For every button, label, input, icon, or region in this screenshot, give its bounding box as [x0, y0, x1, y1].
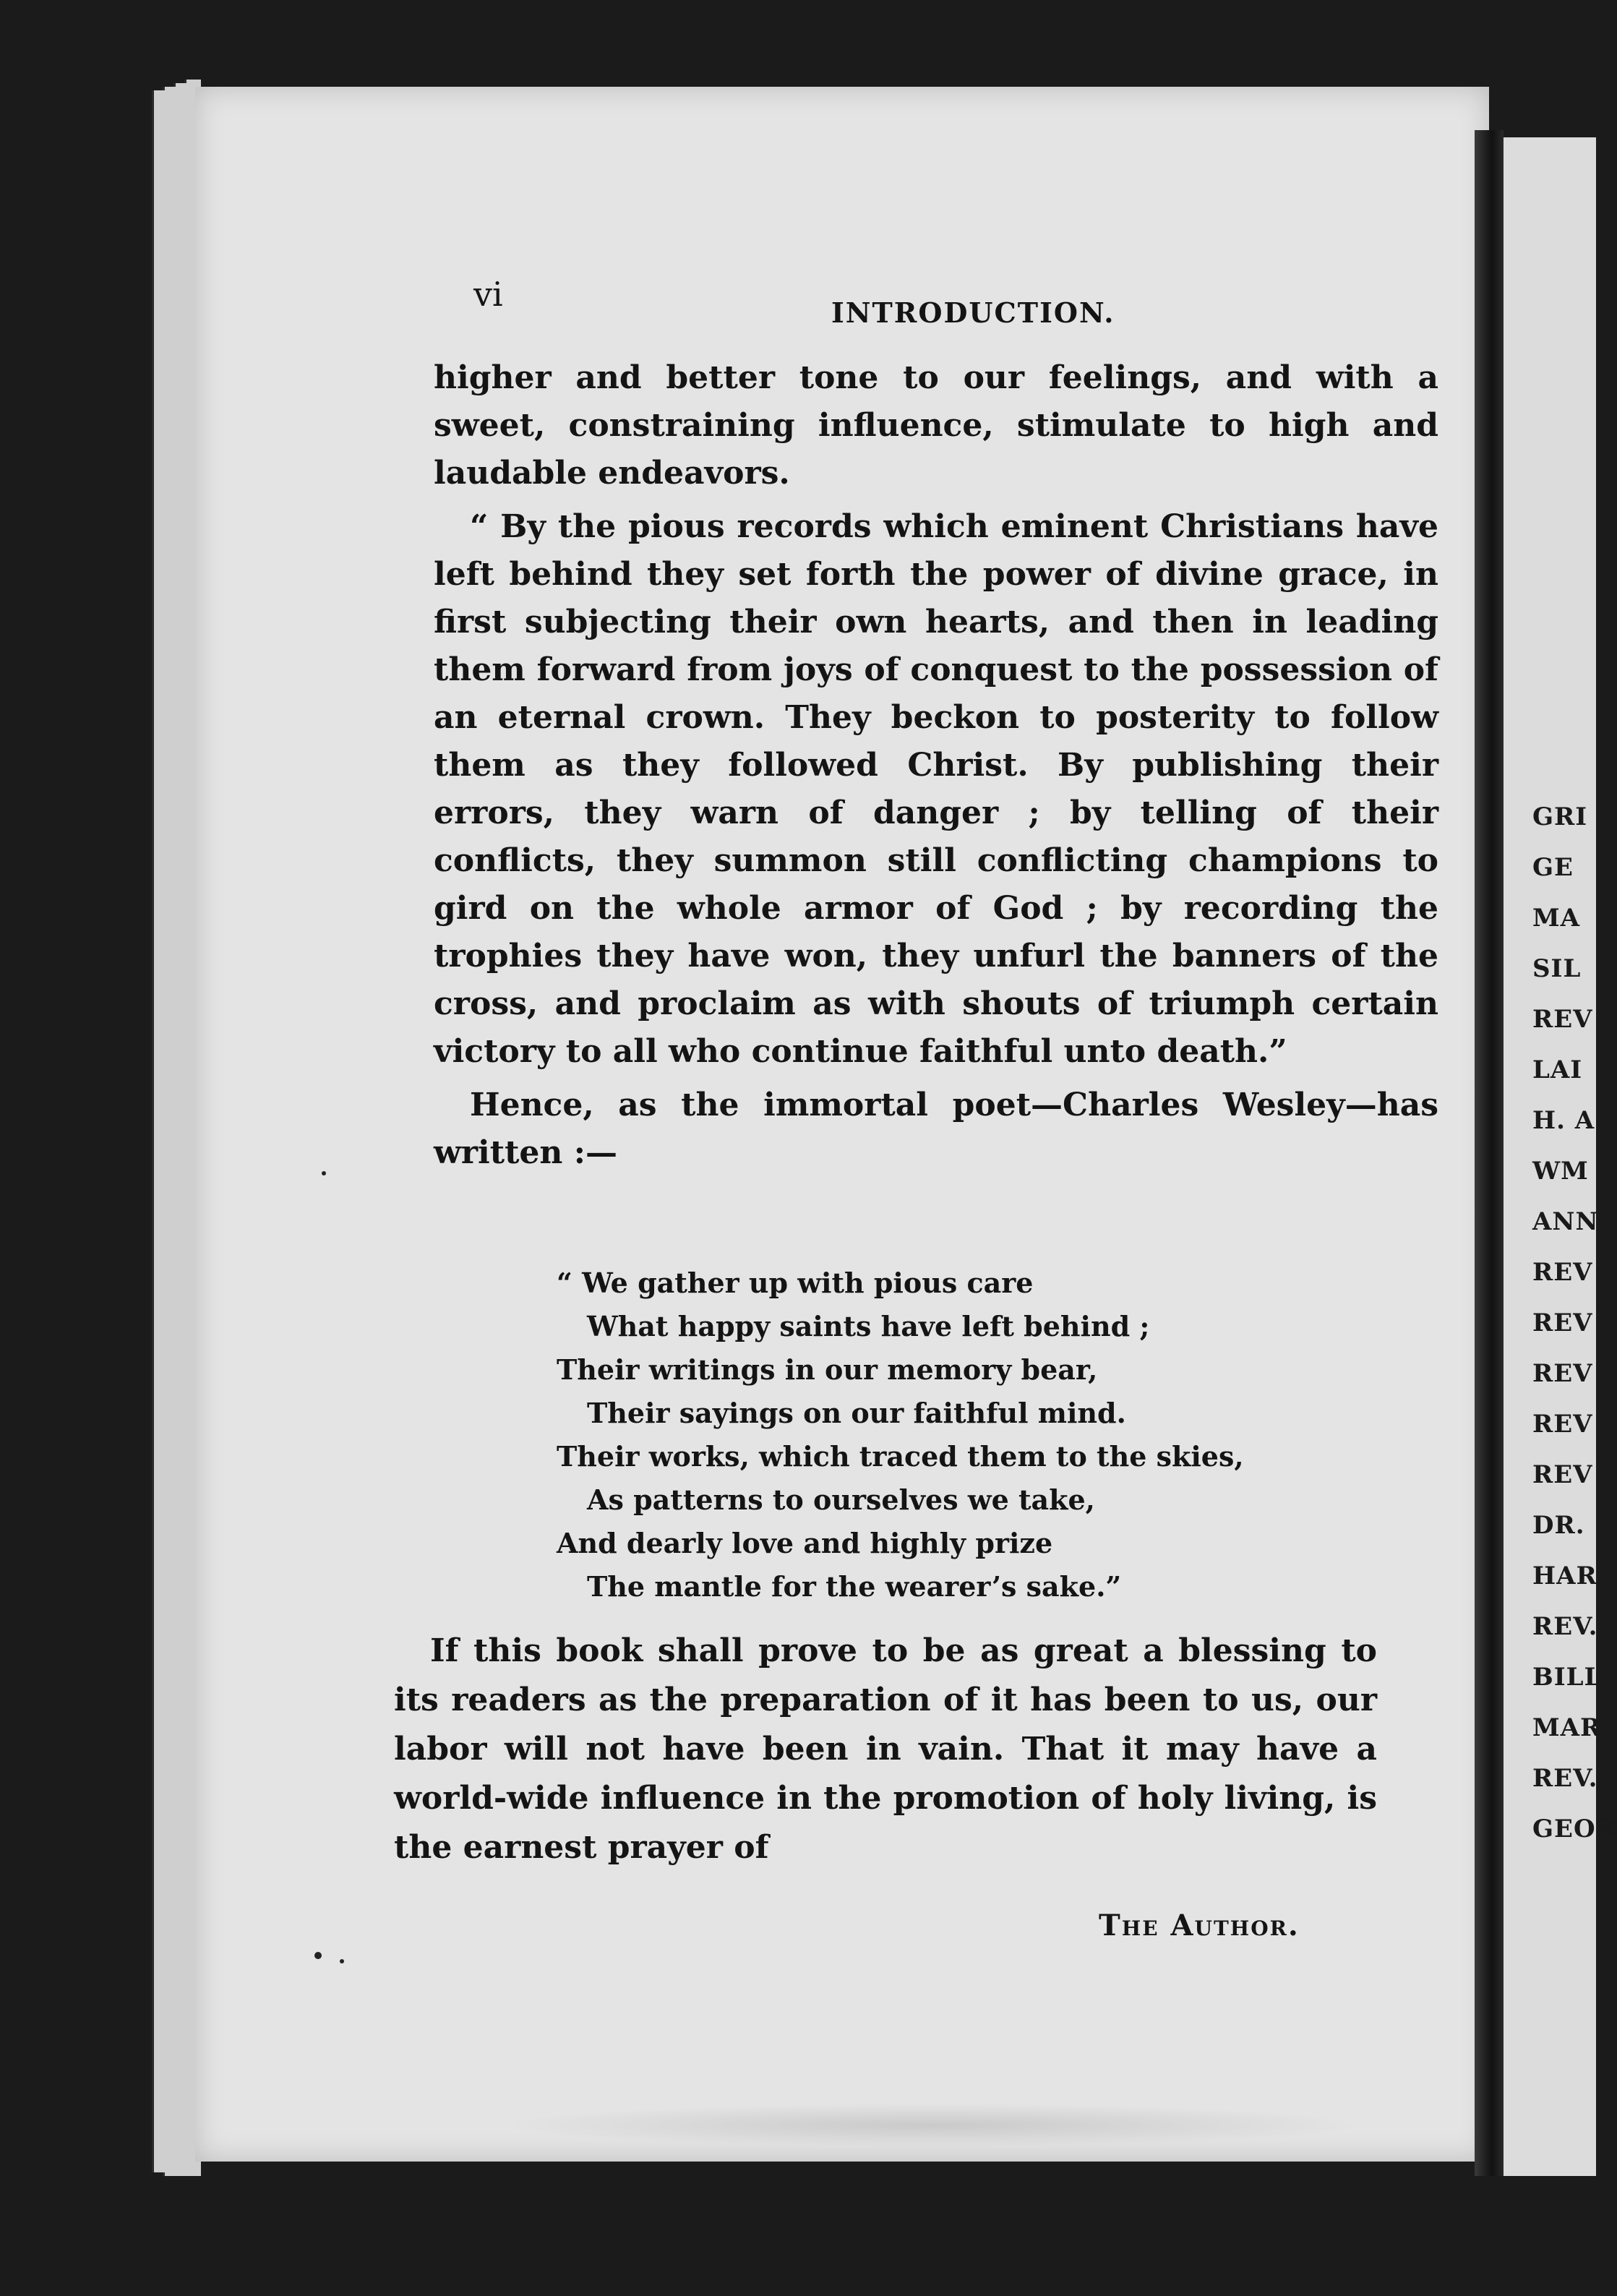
facing-page-fragment: MA: [1532, 904, 1581, 933]
facing-page-fragment: REV: [1532, 1460, 1593, 1489]
facing-page-fragment: REV.: [1532, 1764, 1598, 1793]
ink-smudge: [499, 2104, 1366, 2147]
facing-page-fragment: WM: [1532, 1157, 1589, 1186]
dust-speck: [322, 1171, 326, 1175]
book-spine: [1475, 130, 1504, 2176]
verse-line: What happy saints have left behind ;: [587, 1310, 1150, 1342]
facing-page-fragment: REV: [1532, 1258, 1593, 1287]
facing-page-fragment: MAR: [1532, 1713, 1602, 1742]
verse-line: As patterns to ourselves we take,: [587, 1483, 1095, 1516]
facing-page-fragment: REV: [1532, 1005, 1593, 1034]
page-number: vi: [473, 275, 503, 314]
facing-page-fragment: SIL: [1532, 954, 1582, 983]
verse-line: Their writings in our memory bear,: [557, 1353, 1098, 1386]
verse-line: Their works, which traced them to the skies,: [557, 1440, 1244, 1473]
verse-line: “ We gather up with pious care: [557, 1267, 1034, 1299]
facing-page-fragment: GE: [1532, 853, 1574, 882]
dust-speck: [314, 1952, 322, 1959]
dust-speck: [340, 1959, 344, 1963]
verse-line: The mantle for the wearer’s sake.”: [587, 1570, 1122, 1603]
facing-page-fragment: REV.: [1532, 1612, 1598, 1641]
facing-page-fragment: GRI: [1532, 802, 1588, 831]
signature: The Author.: [1099, 1909, 1300, 1942]
facing-page-fragment: REV: [1532, 1359, 1593, 1388]
facing-page-fragment: LAI: [1532, 1055, 1583, 1084]
running-head: INTRODUCTION.: [831, 296, 1115, 329]
facing-page-fragment: ANN: [1532, 1207, 1599, 1236]
facing-page-fragment: GEOR: [1532, 1815, 1617, 1843]
facing-page-fragment: HAR: [1532, 1562, 1597, 1590]
verse-line: And dearly love and highly prize: [557, 1527, 1053, 1559]
paragraph-2: “ By the pious records which eminent Christians have left behind they set forth the power of divine grace, in first subjecting their own hearts, and then in leading them forward from joys of conquest to the possession of an eternal crown. They beckon to posterity to follow them as they followed Christ. By publishing their errors, they warn of danger ; by telling of their conflicts, they summon still conflicting champions to gird on the whole armor of God ; by recording the trophies they have won, they unfurl the banners of the cross, and proclaim as with shouts of triumph certain victory to all who continue faithful unto death.”: [434, 508, 1438, 1070]
facing-page-fragment: H. A: [1532, 1106, 1595, 1135]
facing-page-fragment: REV: [1532, 1308, 1593, 1337]
paragraph-3: Hence, as the immortal poet—Charles Wesley—has written :—: [434, 1087, 1438, 1171]
verse-line: Their sayings on our faithful mind.: [587, 1397, 1126, 1429]
paragraph-1: higher and better tone to our feelings, and with a sweet, constraining influence, stimulate to high and laudable endeavors.: [434, 359, 1438, 492]
facing-page-fragment: REV: [1532, 1410, 1593, 1439]
facing-page-fragment: DR.: [1532, 1511, 1585, 1540]
facing-page: [1504, 137, 1617, 2176]
body-text: [434, 354, 1438, 1183]
verse-block: [557, 1261, 1244, 1609]
closing-paragraph: [394, 1627, 1377, 1878]
facing-page-fragment: BILL: [1532, 1663, 1603, 1692]
paragraph-4: If this book shall prove to be as great a blessing to its readers as the preparation of it has been to us, our labor will not have been in vain. That it may have a world-wide influence in the promotion of holy living, is the earnest prayer of: [394, 1632, 1377, 1866]
page-edge: [152, 90, 168, 2172]
